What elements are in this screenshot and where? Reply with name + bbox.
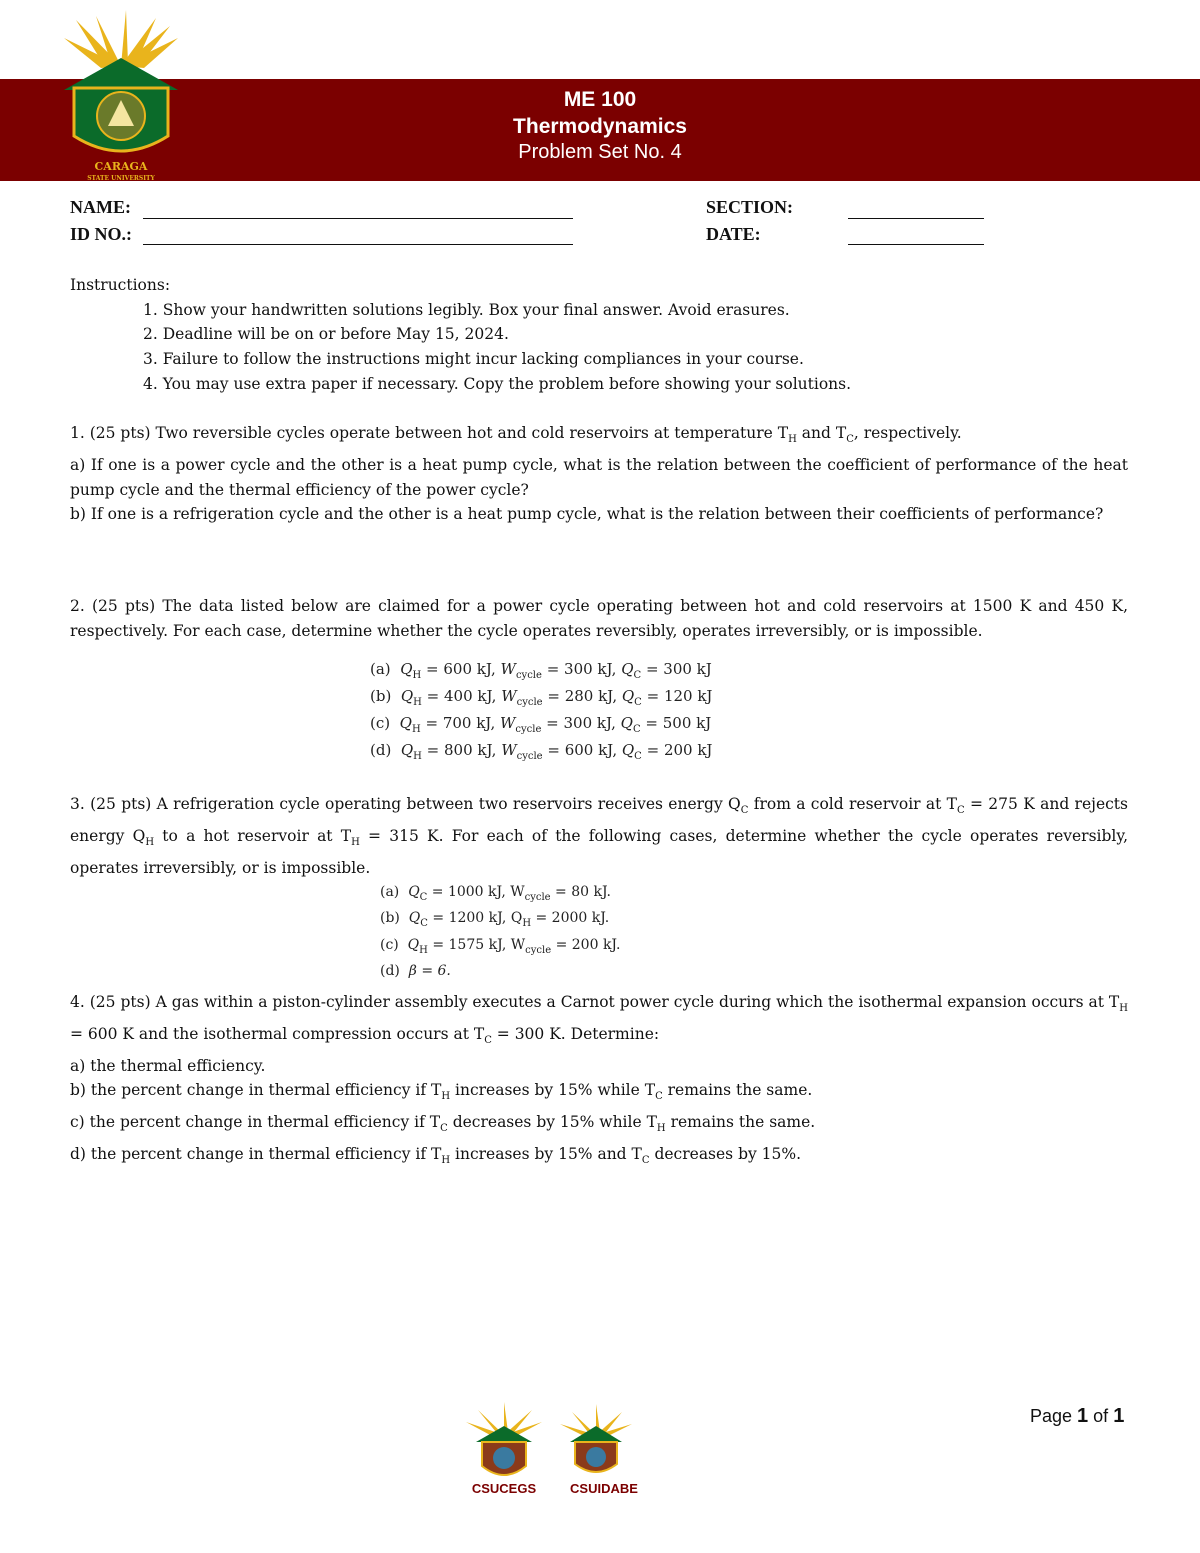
instructions-list — [70, 298, 1130, 397]
problem-4-part-c: c) the percent change in thermal efficiency if $T_C$ decreases by 15% while $T_H$ remains the same. — [70, 1113, 816, 1135]
svg-text:CSUIDABE: CSUIDABE — [570, 1481, 638, 1496]
section-field[interactable] — [848, 218, 984, 219]
problem-3-cases — [380, 882, 620, 981]
instructions — [70, 273, 1130, 397]
problem-2-cases — [370, 659, 712, 767]
problem-1-part-b: b) If one is a refrigeration cycle and the other is a heat pump cycle, what is the relation between their coefficients of performance? — [70, 505, 1104, 524]
instructions-title: Instructions: — [70, 276, 171, 294]
problem-2-stem: 2. (25 pts) The data listed below are claimed for a power cycle operating between hot and cold reservoirs at 1500 K and 450 K, respectively. For each case, determine whether the cycle operates reversibly, operates irreversibly, or is impossible. — [70, 597, 1128, 640]
svg-text:STATE UNIVERSITY: STATE UNIVERSITY — [87, 175, 155, 182]
problem-2 — [70, 594, 1128, 643]
instruction-item: 1. Show your handwritten solutions legibly. Box your final answer. Avoid erasures. — [143, 300, 790, 319]
date-label: DATE: — [706, 224, 761, 244]
csuidabe-logo-icon — [560, 1404, 638, 1496]
problem-4-part-a: a) the thermal efficiency. — [70, 1056, 266, 1075]
problem-3 — [70, 792, 1128, 880]
university-logo — [56, 8, 186, 188]
instruction-item: 4. You may use extra paper if necessary. Copy the problem before showing your solutions. — [143, 374, 852, 393]
date-field[interactable] — [848, 244, 984, 245]
csucegs-logo-icon — [466, 1402, 542, 1496]
instruction-item: 3. Failure to follow the instructions might incur lacking compliances in your course. — [143, 350, 804, 369]
problem-1-stem: 1. (25 pts) Two reversible cycles operate between hot and cold reservoirs at temperature $T_H$ and $T_C$, respectively. — [70, 424, 962, 446]
problem-1-part-a: a) If one is a power cycle and the other is a heat pump cycle, what is the relation between the coefficient of performance of the heat pump cycle and the thermal efficiency of the power cycle? — [70, 455, 1128, 499]
case-row: (c) $Q_H = 700$ kJ, $W_{cycle} = 300$ kJ, $Q_C = 500$ kJ — [370, 714, 712, 735]
page-number: Page 1 of 1 — [1030, 1405, 1125, 1427]
case-row: (d) β = 6. — [380, 962, 451, 979]
problem-4-stem: 4. (25 pts) A gas within a piston-cylinder assembly executes a Carnot power cycle during which the isothermal expansion occurs at $T_H = 600$ K and the isothermal compression occurs at $T_C = 300$ K. Determine: — [70, 993, 1128, 1046]
case-row: (b) $Q_C = 1200$ kJ, $Q_H = 2000$ kJ. — [380, 910, 610, 930]
course-name: Thermodynamics — [513, 115, 687, 138]
case-row: (d) $Q_H = 800$ kJ, $W_{cycle} = 600$ kJ, $Q_C = 200$ kJ — [370, 741, 713, 762]
problem-4-part-b: b) the percent change in thermal efficiency if $T_H$ increases by 15% while $T_C$ remains the same. — [70, 1081, 813, 1103]
problem-set-title: Problem Set No. 4 — [518, 141, 682, 163]
case-row: (a) $Q_C = 1000$ kJ, $W_{cycle} = 80$ kJ. — [380, 884, 611, 903]
case-row: (a) $Q_H = 600$ kJ, $W_{cycle} = 300$ kJ, $Q_C = 300$ kJ — [370, 660, 712, 681]
course-code: ME 100 — [563, 88, 637, 111]
problem-4 — [70, 990, 1128, 1174]
svg-text:CARAGA: CARAGA — [94, 160, 148, 173]
case-row: (c) $Q_H = 1575$ kJ, $W_{cycle} = 200$ kJ. — [380, 936, 621, 956]
name-field[interactable] — [143, 218, 573, 219]
case-row: (b) $Q_H = 400$ kJ, $W_{cycle} = 280$ kJ, $Q_C = 120$ kJ — [370, 687, 713, 708]
college-logos — [456, 1400, 656, 1510]
section-label: SECTION: — [706, 197, 794, 217]
id-label: ID NO.: — [70, 224, 132, 244]
problem-3-stem: 3. (25 pts) A refrigeration cycle operating between two reservoirs receives energy $Q_C$ from a cold reservoir at $T_C = 275$ K and rejects energy $Q_H$ to a hot reservoir at $T_H = 315$ K. For each of the following cases, determine whether the cycle operates reversibly, operates irreversibly, or is impossible. — [70, 795, 1128, 877]
instruction-item: 2. Deadline will be on or before May 15, 2024. — [143, 325, 509, 344]
problem-1 — [70, 421, 1128, 527]
name-label: NAME: — [70, 197, 131, 217]
id-field[interactable] — [143, 244, 573, 245]
problem-4-part-d: d) the percent change in thermal efficiency if $T_H$ increases by 15% and $T_C$ decreases by 15%. — [70, 1144, 802, 1166]
svg-text:CSUCEGS: CSUCEGS — [471, 1481, 537, 1496]
